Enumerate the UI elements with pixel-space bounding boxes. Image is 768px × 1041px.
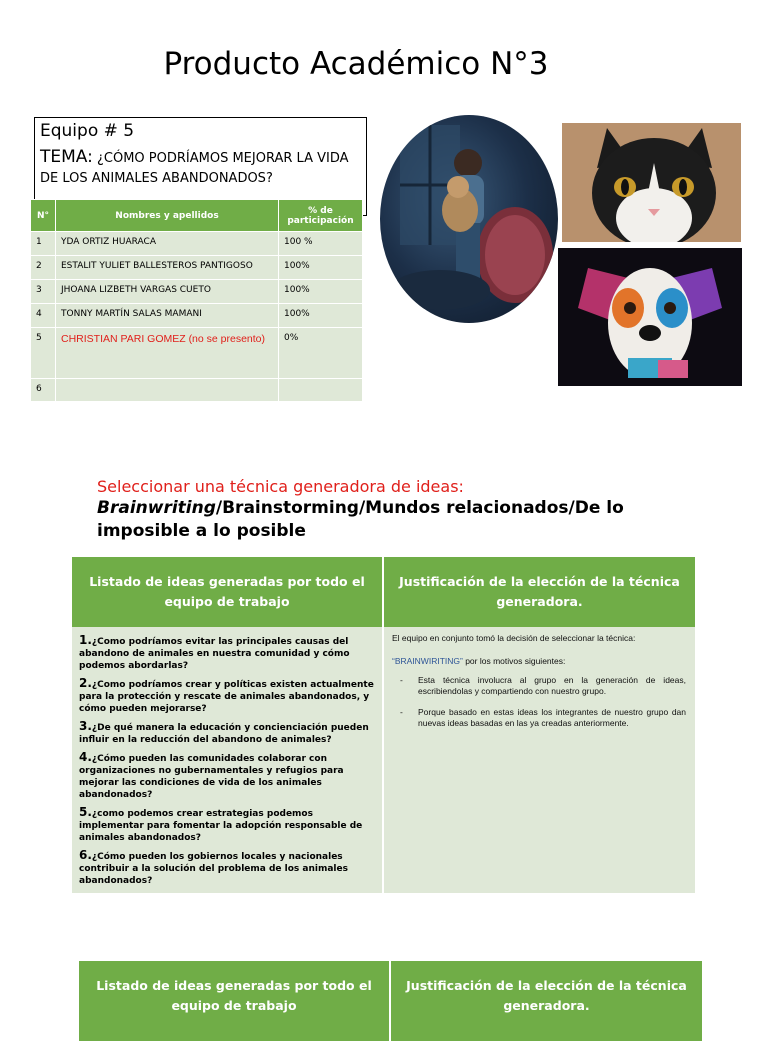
- list-item: 4.¿Cómo pueden las comunidades colaborar con organizaciones no gubernamentales y refugios para mejorar las condiciones de vida de los animales abandonados?: [79, 750, 344, 800]
- page-title: Producto Académico N°3: [163, 46, 549, 82]
- ideas-table: [72, 557, 695, 893]
- list-item: 1.¿Como podríamos evitar las principales causas del abandono de animales en nuestra comunidad y cómo podemos abordarlas?: [79, 633, 350, 671]
- list-item: 3.¿De qué manera la educación y concienciación pueden influir en la reducción del abandono de animales?: [79, 719, 369, 745]
- table-row: [31, 328, 363, 379]
- team-name: Equipo # 5: [40, 121, 135, 141]
- col-header-names: Nombres y apellidos: [56, 200, 279, 232]
- table-row: [31, 280, 363, 304]
- participation-value: [279, 379, 363, 402]
- ideas-list-header: Listado de ideas generadas por todo el equipo de trabajo: [79, 961, 390, 1041]
- technique-options: [97, 497, 657, 543]
- list-item: - Esta técnica involucra al grupo en la generación de ideas, escribiendolas y compartiendo con nuestro grupo.: [418, 675, 686, 697]
- ideas-header-row: [79, 961, 702, 1041]
- table-row: [31, 379, 363, 402]
- ideas-list-header: Listado de ideas generadas por todo el equipo de trabajo: [72, 557, 383, 627]
- cat-illustration: [562, 123, 741, 242]
- table-row: [31, 304, 363, 328]
- cat-photo: [562, 123, 741, 242]
- col-header-participation: % de participación: [279, 200, 363, 232]
- ideas-table-2: [79, 961, 702, 1041]
- col-header-number: N°: [31, 200, 56, 232]
- reasons-list: [392, 675, 686, 729]
- technique-prompt: Seleccionar una técnica generadora de ideas:: [97, 477, 464, 496]
- members-header-row: [31, 200, 363, 232]
- justification-text: [385, 628, 694, 729]
- justification-cell: [383, 627, 695, 893]
- participation-value: 100 %: [279, 232, 363, 256]
- member-name: JHOANA LIZBETH VARGAS CUETO: [56, 280, 279, 304]
- participation-value: 100%: [279, 280, 363, 304]
- member-name: YDA ORTIZ HUARACA: [56, 232, 279, 256]
- list-item: 6.¿Cómo pueden los gobiernos locales y nacionales contribuir a la solución del problema de los animales abandonados?: [79, 848, 348, 886]
- row-number: 3: [31, 280, 56, 304]
- members-table: [30, 199, 363, 402]
- technique-others: /Brainstorming/Mundos relacionados/De lo imposible a lo posible: [97, 498, 624, 541]
- topic-label: TEMA:: [40, 147, 93, 167]
- technique-brainwriting: Brainwriting: [97, 498, 216, 518]
- dog-painting: [558, 248, 742, 386]
- ideas-list: [73, 628, 381, 887]
- justification-intro: El equipo en conjunto tomó la decisión de seleccionar la técnica:: [392, 633, 636, 643]
- technique-choice: “BRAINWIRITING” por los motivos siguientes:: [392, 656, 566, 666]
- table-row: [31, 232, 363, 256]
- row-number: 5: [31, 328, 56, 379]
- girl-illustration: [380, 115, 558, 323]
- member-name: TONNY MARTÍN SALAS MAMANI: [56, 304, 279, 328]
- member-name: CHRISTIAN PARI GOMEZ (no se presento): [56, 328, 279, 379]
- member-name: [56, 379, 279, 402]
- row-number: 2: [31, 256, 56, 280]
- girl-with-teddy-bear-image: [380, 115, 558, 323]
- participation-value: 100%: [279, 256, 363, 280]
- row-number: 4: [31, 304, 56, 328]
- row-number: 1: [31, 232, 56, 256]
- table-row: [31, 256, 363, 280]
- justification-header: Justificación de la elección de la técnica generadora.: [383, 557, 695, 627]
- technique-name: “BRAINWIRITING”: [392, 656, 463, 666]
- ideas-cell: [72, 627, 383, 893]
- participation-value: 0%: [279, 328, 363, 379]
- participation-value: 100%: [279, 304, 363, 328]
- list-item: 2.¿Como podríamos crear y políticas existen actualmente para la protección y rescate de animales abandonados, y cómo pueden mejorarse?: [79, 676, 374, 714]
- ideas-header-row: [72, 557, 695, 627]
- ideas-body-row: [72, 627, 695, 893]
- list-item: 5.¿como podemos crear estrategias podemos implementar para fomentar la adopción responsable de animales abandonados?: [79, 805, 363, 843]
- dog-illustration: [558, 248, 742, 386]
- justification-header: Justificación de la elección de la técnica generadora.: [390, 961, 702, 1041]
- topic-heading: [40, 147, 360, 189]
- member-name: ESTALIT YULIET BALLESTEROS PANTIGOSO: [56, 256, 279, 280]
- topic-text: ¿CÓMO PODRÍAMOS MEJORAR LA VIDA DE LOS ANIMALES ABANDONADOS?: [40, 151, 349, 186]
- list-item: - Porque basado en estas ideas los integrantes de nuestro grupo dan nuevas ideas basadas en las ya creadas anteriormente.: [418, 707, 686, 729]
- row-number: 6: [31, 379, 56, 402]
